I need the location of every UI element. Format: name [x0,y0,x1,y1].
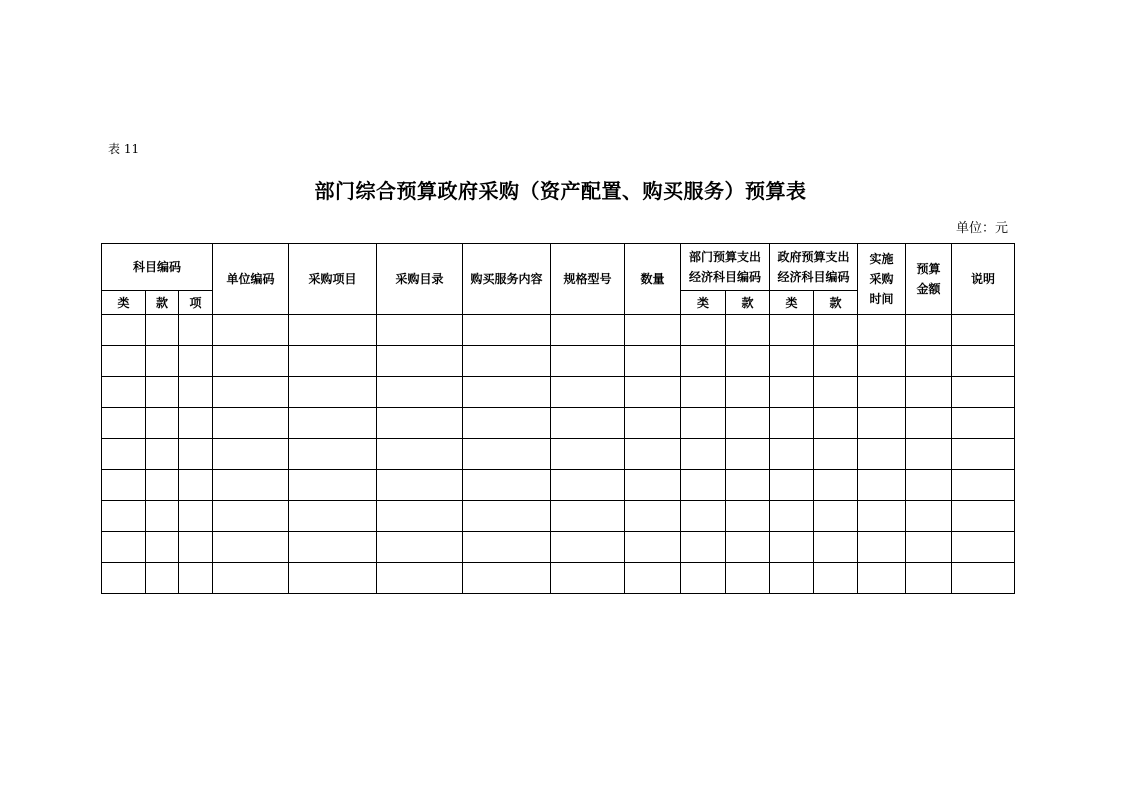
table-row [102,501,1015,532]
table-cell [179,408,213,439]
header-service-content: 购买服务内容 [463,244,551,315]
table-cell [377,315,463,346]
header-budget-amount-line1: 预算 [916,262,941,276]
document-title: 部门综合预算政府采购（资产配置、购买服务）预算表 [314,179,807,203]
table-cell [681,470,726,501]
table-cell [625,563,681,594]
table-cell [551,532,625,563]
table-cell [625,501,681,532]
table-cell [179,346,213,377]
table-row [102,346,1015,377]
table-cell [681,315,726,346]
table-cell [858,470,906,501]
table-cell [146,315,179,346]
table-cell [726,563,770,594]
header-unit-code: 单位编码 [213,244,289,315]
table-cell [551,346,625,377]
table-cell [377,470,463,501]
table-cell [814,408,858,439]
header-budget-amount [906,244,952,315]
table-cell [814,563,858,594]
table-cell [814,532,858,563]
header-lei: 类 [102,291,146,315]
table-cell [726,532,770,563]
table-cell [463,532,551,563]
table-cell [681,439,726,470]
table-cell [213,346,289,377]
table-cell [377,408,463,439]
table-cell [289,315,377,346]
table-row [102,439,1015,470]
table-cell [726,377,770,408]
table-cell [146,439,179,470]
header-spec-model: 规格型号 [551,244,625,315]
header-dept-econ-line2: 经济科目编码 [689,270,762,284]
table-cell [858,439,906,470]
table-cell [681,532,726,563]
table-cell [463,346,551,377]
table-cell [770,377,814,408]
header-budget-amount-line2: 金额 [916,282,941,296]
header-subject-code: 科目编码 [102,244,213,291]
table-cell [551,408,625,439]
header-dept-kuan: 款 [726,291,770,315]
table-cell [726,470,770,501]
table-cell [179,439,213,470]
table-cell [952,315,1015,346]
table-cell [770,408,814,439]
header-gov-kuan: 款 [814,291,858,315]
table-cell [551,470,625,501]
table-cell [906,377,952,408]
header-dept-econ-line1: 部门预算支出 [689,250,762,264]
table-cell [770,315,814,346]
header-gov-econ-code [770,244,858,291]
table-cell [213,470,289,501]
table-cell [625,346,681,377]
table-cell [146,346,179,377]
table-cell [625,315,681,346]
table-cell [625,470,681,501]
table-cell [463,315,551,346]
table-cell [102,501,146,532]
table-cell [213,501,289,532]
table-cell [377,346,463,377]
table-cell [179,501,213,532]
table-cell [770,501,814,532]
header-gov-econ-line2: 经济科目编码 [777,270,850,284]
table-cell [770,439,814,470]
table-cell [289,501,377,532]
table-cell [952,439,1015,470]
table-row [102,377,1015,408]
unit-label: 单位：元 [956,221,1009,236]
table-cell [213,563,289,594]
table-cell [681,408,726,439]
header-gov-lei: 类 [770,291,814,315]
table-cell [770,563,814,594]
table-cell [952,408,1015,439]
table-cell [102,346,146,377]
table-cell [146,532,179,563]
table-cell [952,532,1015,563]
table-row [102,563,1015,594]
table-cell [463,563,551,594]
table-cell [102,377,146,408]
table-cell [858,532,906,563]
table-cell [726,346,770,377]
table-cell [952,501,1015,532]
table-cell [726,315,770,346]
table-cell [726,501,770,532]
header-implementation-time [858,244,906,315]
table-cell [377,377,463,408]
table-cell [463,377,551,408]
table-cell [289,408,377,439]
table-cell [625,439,681,470]
table-cell [146,377,179,408]
table-cell [377,439,463,470]
table-cell [102,408,146,439]
table-cell [858,408,906,439]
table-cell [289,377,377,408]
table-cell [102,315,146,346]
table-cell [146,501,179,532]
table-cell [213,408,289,439]
table-cell [377,501,463,532]
table-cell [681,346,726,377]
table-cell [726,439,770,470]
header-procurement-item: 采购项目 [289,244,377,315]
table-cell [146,408,179,439]
table-cell [551,563,625,594]
table-cell [289,346,377,377]
table-cell [102,439,146,470]
procurement-budget-table [101,243,1015,594]
table-cell [906,470,952,501]
table-cell [289,470,377,501]
table-cell [179,470,213,501]
table-cell [814,470,858,501]
header-impl-time-line2: 采购 [869,272,894,286]
header-dept-econ-code [681,244,770,291]
table-cell [102,470,146,501]
header-xiang: 项 [179,291,213,315]
header-impl-time-line3: 时间 [869,292,894,306]
table-number: 表 11 [108,142,140,156]
header-procurement-catalog: 采购目录 [377,244,463,315]
table-cell [551,439,625,470]
table-cell [906,532,952,563]
table-cell [814,346,858,377]
table-cell [179,377,213,408]
table-cell [906,563,952,594]
table-cell [463,408,551,439]
table-row [102,408,1015,439]
table-cell [906,501,952,532]
table-cell [102,563,146,594]
table-cell [814,377,858,408]
table-cell [726,408,770,439]
table-cell [625,408,681,439]
table-cell [681,501,726,532]
table-cell [551,501,625,532]
table-cell [770,346,814,377]
table-cell [770,470,814,501]
table-cell [625,377,681,408]
table-cell [213,532,289,563]
table-cell [146,470,179,501]
header-gov-econ-line1: 政府预算支出 [777,250,850,264]
table-row [102,532,1015,563]
header-row-1 [102,244,1015,291]
header-impl-time-line1: 实施 [869,252,894,266]
table-cell [770,532,814,563]
table-cell [858,501,906,532]
table-row [102,470,1015,501]
table-cell [463,470,551,501]
table-cell [289,532,377,563]
table-cell [102,532,146,563]
table-cell [952,470,1015,501]
table-cell [952,346,1015,377]
table-cell [213,439,289,470]
table-cell [681,563,726,594]
table-body [102,315,1015,594]
table-cell [463,501,551,532]
table-cell [814,501,858,532]
table-cell [906,408,952,439]
header-remarks: 说明 [952,244,1015,315]
table-cell [681,377,726,408]
table-cell [625,532,681,563]
table-cell [463,439,551,470]
header-dept-lei: 类 [681,291,726,315]
table-cell [906,439,952,470]
table-cell [146,563,179,594]
table-cell [906,346,952,377]
table-row [102,315,1015,346]
table-cell [289,439,377,470]
table-cell [952,377,1015,408]
table-cell [814,315,858,346]
table-cell [551,377,625,408]
table-cell [179,563,213,594]
table-cell [814,439,858,470]
table-cell [179,532,213,563]
table-cell [858,377,906,408]
table-cell [858,315,906,346]
table-cell [906,315,952,346]
header-kuan: 款 [146,291,179,315]
table-cell [179,315,213,346]
table-cell [858,563,906,594]
table-cell [377,563,463,594]
table-cell [551,315,625,346]
header-quantity: 数量 [625,244,681,315]
table-cell [952,563,1015,594]
table-cell [289,563,377,594]
table-cell [377,532,463,563]
table-cell [213,315,289,346]
table-cell [858,346,906,377]
table-cell [213,377,289,408]
